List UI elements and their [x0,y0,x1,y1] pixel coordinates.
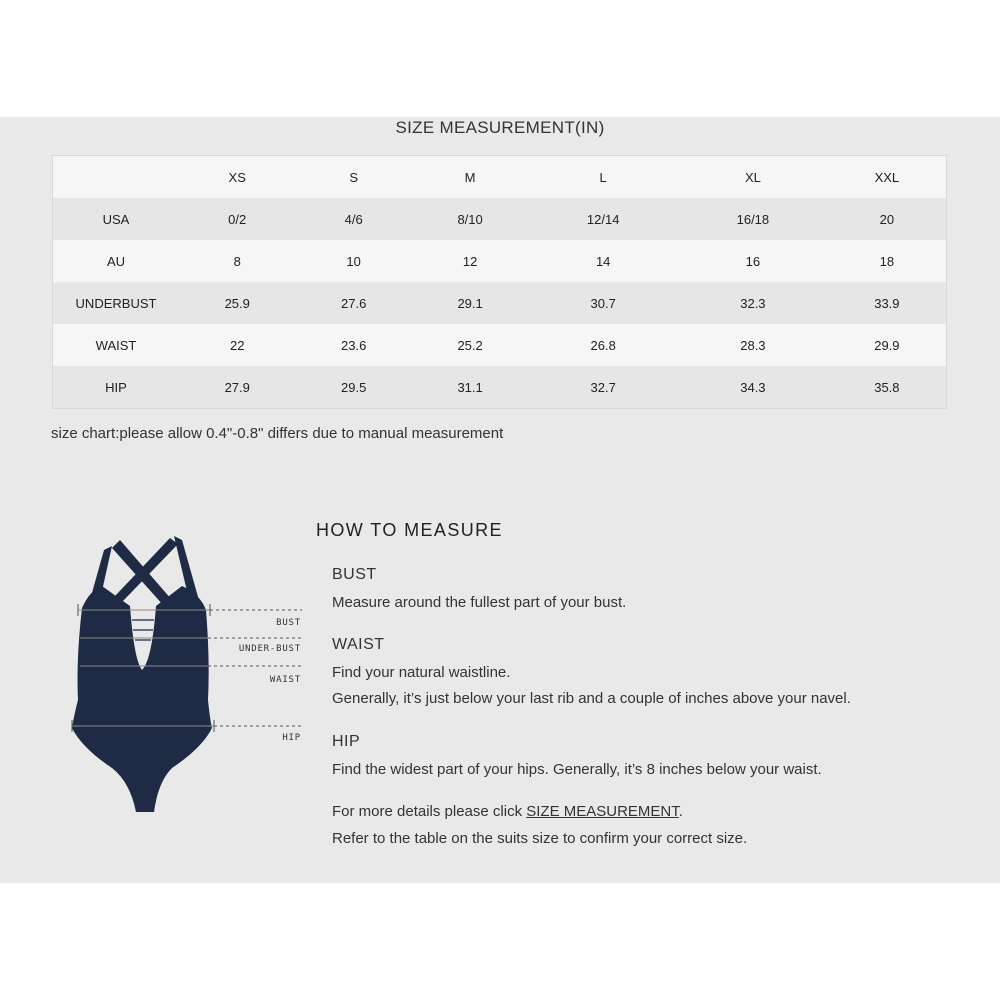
table-row [53,282,947,324]
hip-title: HIP [332,733,361,750]
table-cell: 4/6 [295,198,411,240]
table-header-cell: S [295,156,411,199]
table-cell: 14 [528,240,678,282]
table-cell: 32.7 [528,366,678,409]
table-row [53,366,947,409]
table-row-label: HIP [53,366,180,409]
size-measurement-link[interactable]: SIZE MEASUREMENT [526,803,679,820]
hip-text: Find the widest part of your hips. Generally, it’s 8 inches below your waist. [332,761,822,778]
table-cell: 34.3 [678,366,828,409]
bust-title: BUST [332,566,377,583]
table-cell: 0/2 [179,198,295,240]
refer-text: Refer to the table on the suits size to confirm your correct size. [332,830,748,847]
table-header-row [53,156,947,199]
table-cell: 23.6 [295,324,411,366]
table-cell: 16/18 [678,198,828,240]
table-cell: 22 [179,324,295,366]
table-row-label: UNDERBUST [53,282,180,324]
diagram-label-bust: BUST [276,618,301,628]
table-cell: 30.7 [528,282,678,324]
table-cell: 28.3 [678,324,828,366]
diagram-label-underbust: UNDER-BUST [238,644,301,654]
table-row-label: AU [53,240,180,282]
table-row [53,324,947,366]
waist-text-1: Find your natural waistline. [332,664,511,681]
waist-text-2: Generally, it’s just below your last rib and a couple of inches above your navel. [332,690,851,707]
table-cell: 12 [412,240,528,282]
size-table [52,155,947,409]
waist-title: WAIST [332,636,385,653]
more-details-text [332,803,683,820]
diagram-label-waist: WAIST [269,675,301,685]
table-row [53,198,947,240]
table-header-cell: L [528,156,678,199]
table-row-label: WAIST [53,324,180,366]
table-cell: 10 [295,240,411,282]
ladder-straps [132,620,154,640]
table-cell: 27.9 [179,366,295,409]
table-cell: 29.5 [295,366,411,409]
table-cell: 25.2 [412,324,528,366]
how-to-measure-title: HOW TO MEASURE [316,520,503,540]
table-cell: 31.1 [412,366,528,409]
table-cell: 26.8 [528,324,678,366]
table-cell: 32.3 [678,282,828,324]
table-cell: 35.8 [828,366,947,409]
table-cell: 18 [828,240,947,282]
table-title: SIZE MEASUREMENT(IN) [395,118,605,137]
table-header-cell: XS [179,156,295,199]
table-cell: 12/14 [528,198,678,240]
more-details-suffix: . [678,803,683,820]
swimsuit-diagram [60,520,310,820]
table-header-cell: M [412,156,528,199]
table-cell: 29.9 [828,324,947,366]
bust-text: Measure around the fullest part of your bust. [332,594,627,611]
table-cell: 8/10 [412,198,528,240]
table-header-cell [53,156,180,199]
table-cell: 20 [828,198,947,240]
table-header-cell: XL [678,156,828,199]
table-row [53,240,947,282]
table-row-label: USA [53,198,180,240]
table-cell: 16 [678,240,828,282]
diagram-label-hip: HIP [282,733,301,743]
size-table-body [53,156,947,409]
table-header-cell: XXL [828,156,947,199]
more-details-prefix: For more details please click [332,803,527,820]
table-cell: 27.6 [295,282,411,324]
size-note: size chart:please allow 0.4"-0.8" differs due to manual measurement [51,425,504,442]
table-cell: 8 [179,240,295,282]
table-cell: 33.9 [828,282,947,324]
table-cell: 25.9 [179,282,295,324]
table-cell: 29.1 [412,282,528,324]
